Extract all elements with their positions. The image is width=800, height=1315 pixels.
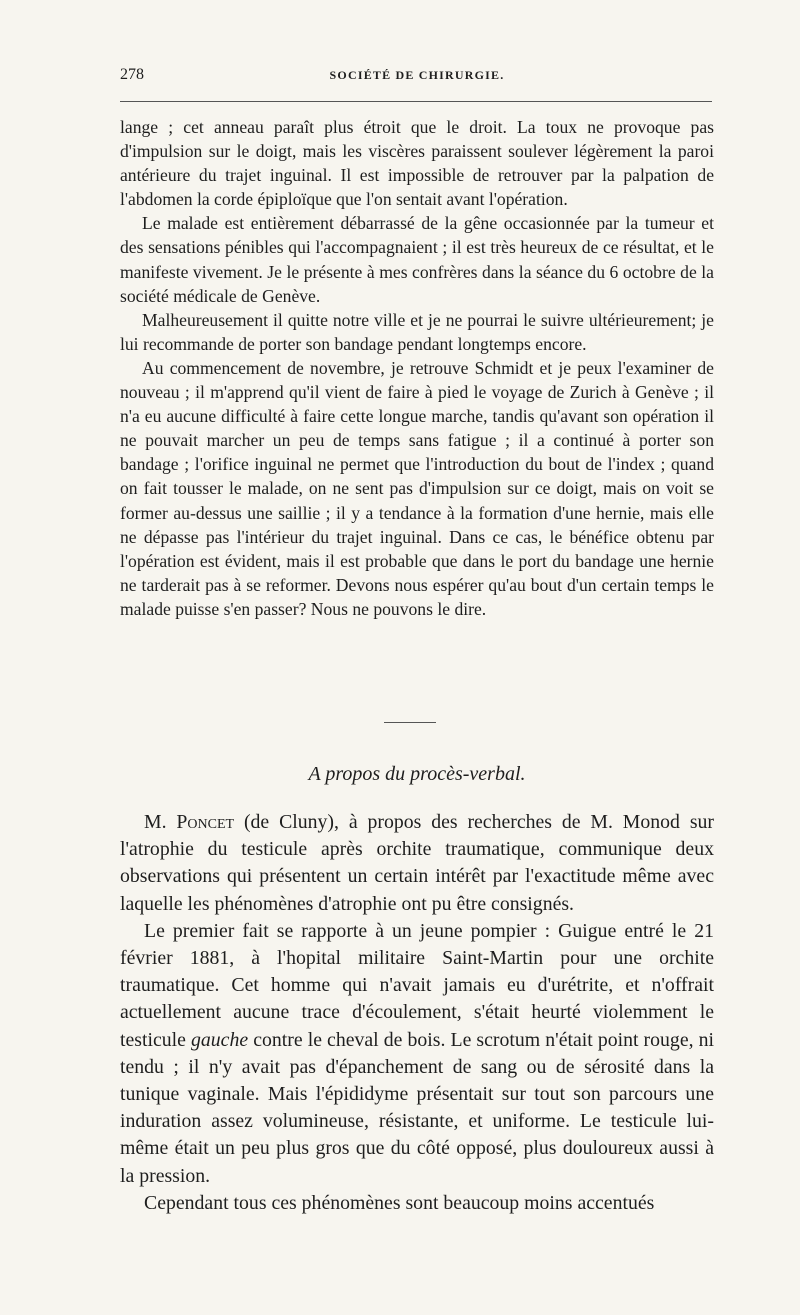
paragraph: Le malade est entièrement débarrassé de la gêne occasionnée par la tumeur et des sensations pénibles qui l'accompagnaient ; il est très heureux de ce résultat, et le manifeste vivement. Je le présente à mes confrères dans la séance du 6 octobre de la société médicale de Genève. <box>120 213 714 306</box>
header-rule <box>120 101 712 102</box>
paragraph: Cependant tous ces phénomènes sont beaucoup moins accentués <box>144 1191 655 1214</box>
text-run: contre le cheval de bois. Le scrotum n'était point rouge, ni tendu ; il n'y avait pas d'épanchement de sang ou de sérosité dans la tunique vaginale. Mais l'épididyme présentait sur tout son parcours une induration assez volumineuse, résistante, et uniforme. Le testicule lui-même était un peu plus gros que du côté opposé, plus douloureux aussi à la pression. <box>120 1028 715 1187</box>
section-separator <box>384 722 436 723</box>
paragraph: lange ; cet anneau paraît plus étroit que le droit. La toux ne provoque pas d'impulsion sur le doigt, mais les viscères paraissent soulever légèrement la paroi antérieure du trajet inguinal. Il est impossible de retrouver par la palpation de l'abdomen la corde épiploïque que l'on sentait avant l'opération. <box>120 117 714 210</box>
author-name: Poncet <box>176 811 235 833</box>
running-title: SOCIÉTÉ DE CHIRURGIE. <box>329 68 505 82</box>
page-number: 278 <box>120 66 144 83</box>
text-run: Le premier fait se rapporte à un jeune pompier : Guigue entré le 21 février 1881, à l'hopital militaire Saint-Martin pour une orchite traumatique. Cet homme qui n'avait jamais eu d'urétrite, et n'offrait actuellement aucune trace d'écoulement, s'était heurté violemment le testicule <box>120 919 714 1051</box>
paragraph <box>120 809 714 918</box>
proces-verbal-text <box>120 809 714 1217</box>
paragraph <box>120 918 714 1190</box>
text-run: (de Cluny), à propos des recherches de M. Monod sur l'atrophie du testicule après orchite traumatique, communique deux observations qui présentent un certain intérêt par l'exactitude même avec laquelle les phénomènes d'atrophie ont pu être consignés. <box>120 811 714 915</box>
paragraph: Malheureusement il quitte notre ville et je ne pourrai le suivre ultérieurement; je lui recommande de porter son bandage pendant longtemps encore. <box>120 309 714 354</box>
case-report-continuation <box>120 115 714 621</box>
section-title: A propos du procès-verbal. <box>308 763 526 785</box>
emphasis: gauche <box>191 1028 249 1051</box>
text-run: M. <box>144 811 177 833</box>
paragraph: Au commencement de novembre, je retrouve Schmidt et je peux l'examiner de nouveau ; il m'apprend qu'il vient de faire à pied le voyage de Zurich à Genève ; il n'a eu aucune difficulté à faire cette longue marche, tandis qu'avant son opération il ne pouvait marcher un peu de temps sans fatigue ; il a continué à porter son bandage ; l'orifice inguinal ne permet que l'introduction du bout de l'index ; quand on fait tousser le malade, on ne sent pas d'impulsion sur ce doigt, mais on voit se former au-dessus une saillie ; il y a tendance à la formation d'une hernie, mais elle ne dépasse pas l'intérieur du trajet inguinal. Dans ce cas, le bénéfice obtenu par l'opération est évident, mais il est probable que dans le port du bandage une hernie ne tarderait pas à se reformer. Devons nous espérer qu'au bout d'un certain temps le malade puisse s'en passer? Nous ne pouvons le dire. <box>120 357 714 619</box>
